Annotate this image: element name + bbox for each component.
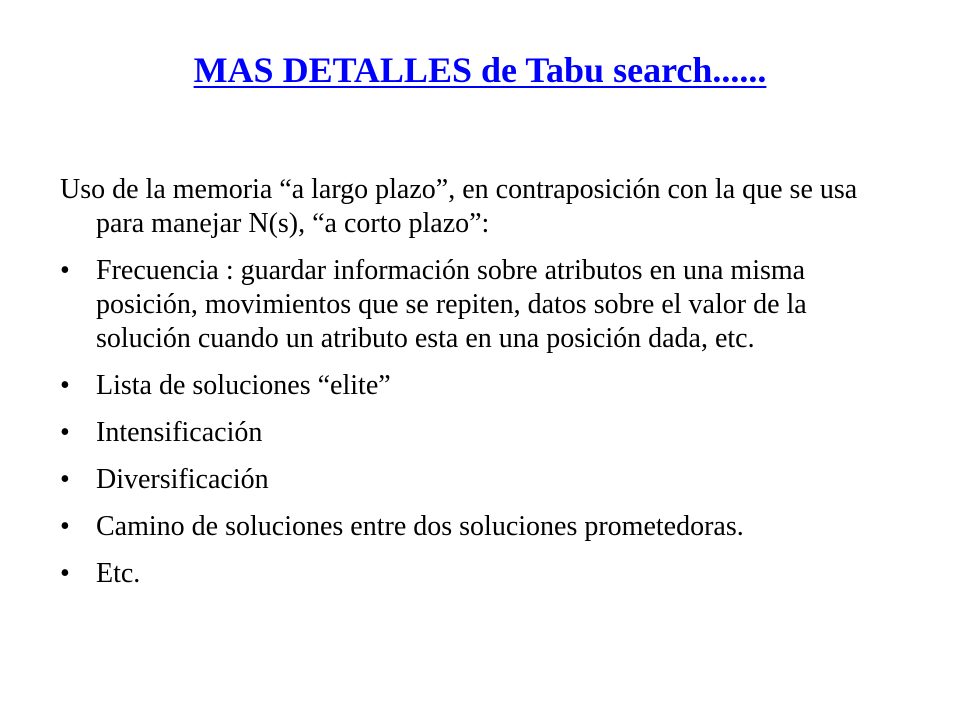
slide-title [0, 46, 960, 94]
bullet-dot-icon: • [60, 255, 70, 286]
bullet-dot-icon: • [60, 464, 70, 495]
bullet-dot-icon: • [60, 558, 70, 589]
slide-body [60, 173, 890, 604]
slide-title-text: MAS DETALLES de Tabu search...... [193, 50, 767, 90]
bullet-item-camino [60, 510, 890, 544]
bullet-text: Diversificación [96, 464, 269, 495]
bullet-item-elite [60, 369, 890, 403]
bullet-text: Lista de soluciones “elite” [96, 370, 391, 401]
bullet-list [60, 254, 890, 591]
bullet-dot-icon: • [60, 417, 70, 448]
bullet-item-frecuencia [60, 254, 890, 356]
bullet-text: Intensificación [96, 417, 263, 448]
bullet-item-diversificacion [60, 463, 890, 497]
bullet-dot-icon: • [60, 511, 70, 542]
bullet-text: Camino de soluciones entre dos soluciones prometedoras. [96, 511, 744, 542]
bullet-text: Etc. [96, 558, 141, 589]
intro-paragraph: Uso de la memoria “a largo plazo”, en contraposición con la que se usa para manejar N(s), “a corto plazo”: [60, 174, 858, 239]
bullet-text: Frecuencia : guardar información sobre atributos en una misma posición, movimientos que se repiten, datos sobre el valor de la solución cuando un atributo esta en una posición dada, etc. [96, 255, 807, 354]
bullet-dot-icon: • [60, 370, 70, 401]
bullet-item-intensificacion [60, 416, 890, 450]
bullet-item-etc [60, 557, 890, 591]
